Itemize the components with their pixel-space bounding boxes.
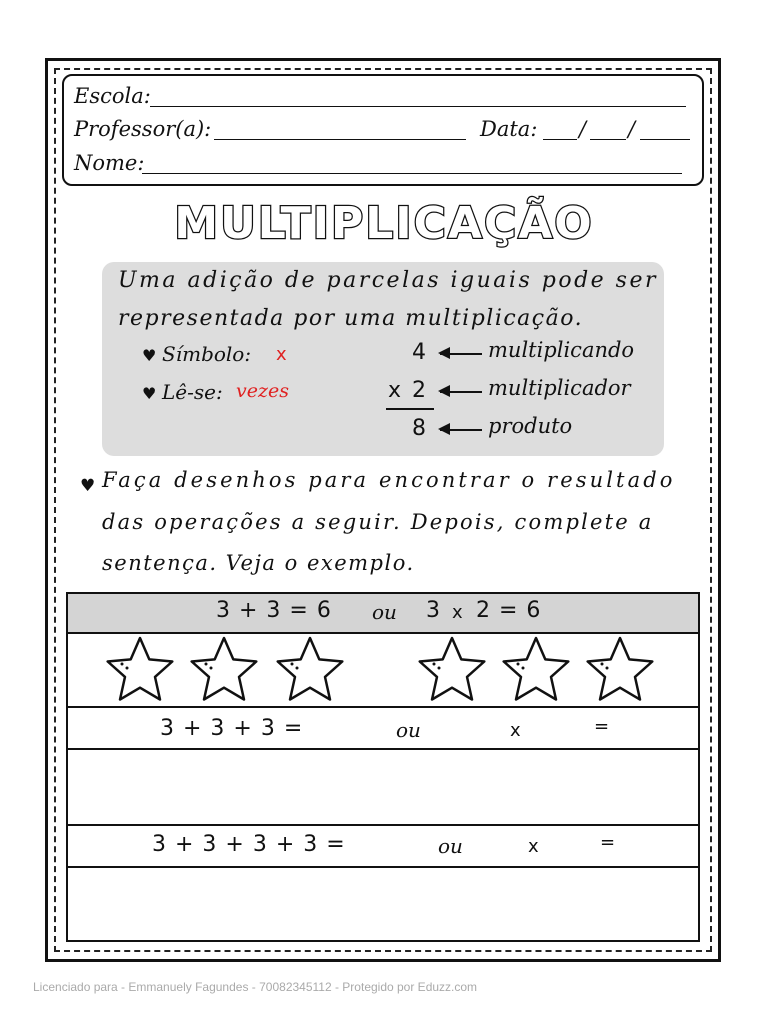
row3-ou: ou — [438, 834, 463, 858]
star-icon — [588, 638, 653, 700]
data-day-field[interactable] — [543, 139, 577, 140]
row2-x: x — [510, 720, 522, 741]
lese-label: Lê-se: — [162, 380, 223, 404]
produto-label: produto — [488, 414, 573, 438]
star-shine-dot — [606, 667, 609, 670]
simbolo-label: Símbolo: — [162, 342, 252, 366]
page-title: MULTIPLICAÇÃO — [174, 198, 594, 249]
instruction-line-1: Faça desenhos para encontrar o resultado — [102, 468, 676, 492]
info-line-2: representada por uma multiplicação. — [118, 306, 584, 331]
star-shine-dot — [438, 667, 441, 670]
star-shine-dot — [205, 663, 208, 666]
star-shine-dot — [601, 663, 604, 666]
escola-label: Escola: — [74, 84, 151, 108]
row3-sum: 3 + 3 + 3 + 3 = — [152, 832, 346, 857]
arrow-left-icon — [440, 429, 482, 431]
data-month-field[interactable] — [590, 139, 626, 140]
star-shine-dot — [433, 663, 436, 666]
nome-label: Nome: — [74, 151, 145, 175]
row2-equals: = — [594, 716, 611, 737]
row2-drawing-area[interactable] — [68, 750, 698, 822]
info-line-1: Uma adição de parcelas iguais pode ser — [118, 268, 658, 293]
nome-field[interactable] — [142, 173, 682, 174]
star-icon — [504, 638, 569, 700]
heart-icon: ♥ — [80, 476, 96, 496]
arrow-left-icon — [440, 391, 482, 393]
instruction-line-3: sentença. Veja o exemplo. — [102, 551, 415, 575]
example-mult-b: 2 = 6 — [476, 598, 542, 623]
simbolo-value: x — [276, 344, 287, 365]
data-label: Data: — [480, 117, 538, 141]
multiplicando-label: multiplicando — [488, 338, 635, 362]
escola-field[interactable] — [150, 106, 686, 107]
example-ou: ou — [372, 600, 397, 624]
star-shine-dot — [126, 667, 129, 670]
row3-drawing-area[interactable] — [68, 868, 698, 940]
table-divider — [66, 824, 700, 826]
star-shine-dot — [210, 667, 213, 670]
result-line — [386, 408, 434, 410]
heart-icon: ♥ — [142, 384, 157, 403]
professor-field[interactable] — [214, 139, 466, 140]
star-icon — [192, 638, 257, 700]
row2-ou: ou — [396, 718, 421, 742]
lese-value: vezes — [236, 380, 289, 402]
row3-x: x — [528, 836, 540, 857]
star-shine-dot — [296, 667, 299, 670]
multiplicando-number: 4 — [412, 340, 426, 365]
star-shine-dot — [517, 663, 520, 666]
row3-equals: = — [600, 832, 617, 853]
star-shine-dot — [291, 663, 294, 666]
star-shine-dot — [522, 667, 525, 670]
multiplicador-number: 2 — [412, 378, 426, 403]
multiplicador-label: multiplicador — [488, 376, 631, 400]
star-shine-dot — [121, 663, 124, 666]
instruction-line-2: das operações a seguir. Depois, complete a — [102, 510, 654, 534]
multiplication-sign: x — [388, 378, 402, 403]
arrow-left-icon — [440, 353, 482, 355]
star-icon — [108, 638, 173, 700]
example-x: x — [452, 602, 464, 623]
produto-number: 8 — [412, 416, 426, 441]
example-mult-a: 3 — [426, 598, 441, 623]
star-icon — [420, 638, 485, 700]
data-year-field[interactable] — [640, 139, 690, 140]
stars-row — [66, 634, 700, 706]
data-slash: / — [628, 117, 636, 141]
star-icon — [278, 638, 343, 700]
professor-label: Professor(a): — [74, 117, 212, 141]
license-footer: Licenciado para - Emmanuely Fagundes - 70082345112 - Protegido por Eduzz.com — [33, 980, 478, 994]
data-slash: / — [579, 117, 587, 141]
heart-icon: ♥ — [142, 346, 157, 365]
row2-sum: 3 + 3 + 3 = — [160, 716, 304, 741]
table-divider — [66, 706, 700, 708]
example-sum: 3 + 3 = 6 — [216, 598, 332, 623]
